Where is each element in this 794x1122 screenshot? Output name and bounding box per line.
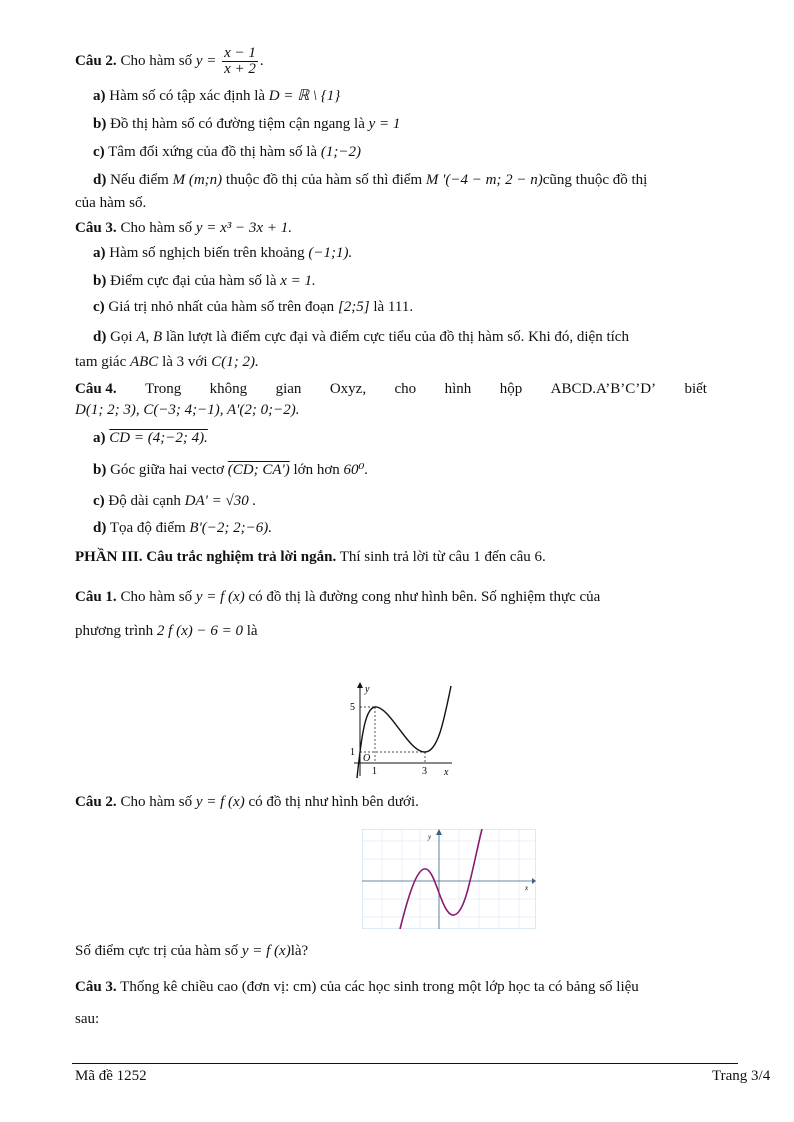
p3q1c-label-5: 5 [350,702,355,713]
p3q1-graph-clean [340,680,460,780]
p3q2-x-label: x [525,884,529,892]
footer-page-number: Trang 3/4 [712,1068,771,1084]
q2-option-c: c) Tâm đối xứng của đồ thị hàm số là (1;−2) [93,144,361,160]
p3q3-stem: Câu 3. Thống kê chiều cao (đơn vị: cm) của các học sinh trong một lớp học ta có bảng số liệu [75,979,639,995]
q3-stem: Câu 3. Cho hàm số y = x³ − 3x + 1. [75,220,292,236]
p3q2-stem: Câu 2. Cho hàm số y = f (x) có đồ thị như hình bên dưới. [75,794,419,810]
p3q3-stem-cont: sau: [75,1011,100,1027]
p3q2-question: Số điểm cực trị của hàm số y = f (x)là? [75,943,309,959]
q2-option-d-cont: của hàm số. [75,195,147,211]
p3q2-graph [362,829,536,929]
p3q1c-curve [357,686,451,778]
q2-fraction: $\frac{x - 1}{x + 2}$ [224,45,256,77]
footer-exam-code: Mã đề 1252 [75,1068,147,1084]
p3q1c-label-1: 1 [350,747,355,758]
p3q1c-x-label: x [444,767,449,778]
q3-option-d-cont: tam giác ABC là 3 với C(1; 2). [75,354,259,370]
q2-option-b: b) Đồ thị hàm số có đường tiệm cận ngang là y = 1 [93,116,401,132]
q2-stem: Câu 2. Cho hàm số y = $\frac{x - 1}{x + 2}$ . [75,45,264,77]
q2-option-d: d) Nếu điểm M (m;n) thuộc đồ thị của hàm số thì điểm M '(−4 − m; 2 − n)cũng thuộc đồ thị [93,172,648,188]
p3q1c-origin: O [363,753,371,764]
q4-option-a: a) CD = (4;−2; 4). [93,430,208,446]
p3q1c-y-label: y [365,684,370,695]
q4-option-c: c) Độ dài cạnh DA' = √30 . [93,493,257,509]
q3-option-a: a) Hàm số nghịch biến trên khoảng (−1;1). [93,245,353,261]
part3-heading: PHẦN III. Câu trắc nghiệm trả lời ngắn. Thí sinh trả lời từ câu 1 đến câu 6. [75,549,546,565]
q4-option-d: d) Tọa độ điểm B'(−2; 2;−6). [93,520,273,536]
q4-option-b: b) Góc giữa hai vectơ (CD; CA') lớn hơn 60⁰. [93,462,369,478]
footer-rule [72,1063,738,1064]
p3q1-stem-cont: phương trình 2 f (x) − 6 = 0 là [75,623,258,639]
p3q2-y-label: y [428,833,432,841]
p3q1c-x3: 3 [422,766,427,777]
q4-points: D(1; 2; 3), C(−3; 4;−1), A'(2; 0;−2). [75,402,300,418]
q3-option-b: b) Điểm cực đại của hàm số là x = 1. [93,273,316,289]
q4-stem: Câu 4. Trong không gian Oxyz, cho hình hộp ABCD.A’B’C’D’ biết [75,381,707,397]
p3q1c-x1: 1 [372,766,377,777]
p3q1-stem: Câu 1. Cho hàm số y = f (x) có đồ thị là đường cong như hình bên. Số nghiệm thực của [75,589,601,605]
q3-option-d: d) Gọi A, B lần lượt là điểm cực đại và điểm cực tiểu của đồ thị hàm số. Khi đó, diện tích [93,329,629,345]
q3-option-c: c) Giá trị nhỏ nhất của hàm số trên đoạn [2;5] là 111. [93,299,414,315]
q2-option-a: a) Hàm số có tập xác định là D = ℝ \ {1} [93,88,341,104]
